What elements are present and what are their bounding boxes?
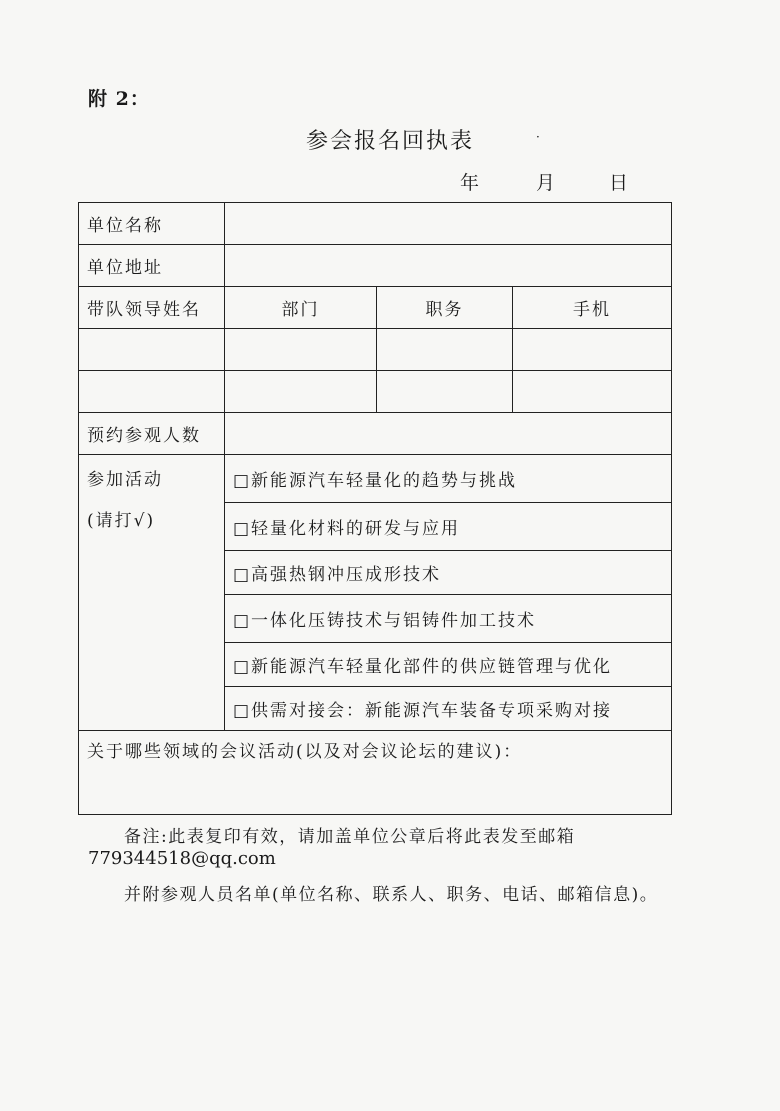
department-field[interactable] <box>225 371 377 413</box>
row-org-address <box>79 245 672 287</box>
registration-form-table <box>78 202 672 815</box>
activity-option[interactable]: □轻量化材料的研发与应用 <box>225 503 672 551</box>
phone-field[interactable] <box>513 371 672 413</box>
attachment-label: 附 2： <box>88 88 150 110</box>
position-field[interactable] <box>377 329 513 371</box>
leader-name-field[interactable] <box>79 329 225 371</box>
stray-dot: · <box>536 130 540 144</box>
activity-option[interactable]: □高强热钢冲压成形技术 <box>225 551 672 595</box>
row-leader-header <box>79 287 672 329</box>
row-activity-1 <box>79 455 672 503</box>
leader-name-field[interactable] <box>79 371 225 413</box>
phone-field[interactable] <box>513 329 672 371</box>
suggestions-label: 关于哪些领域的会议活动(以及对会议论坛的建议)： <box>87 742 523 762</box>
position-field[interactable] <box>377 371 513 413</box>
activities-label: 参加活动 <box>87 470 163 490</box>
activity-option[interactable]: □供需对接会：新能源汽车装备专项采购对接 <box>225 687 672 731</box>
date-year-label: 年 <box>460 172 480 194</box>
col-phone-header: 手机 <box>513 287 672 329</box>
row-leader-entry-2 <box>79 371 672 413</box>
activities-hint: (请打√) <box>87 511 156 531</box>
org-name-label: 单位名称 <box>79 203 225 245</box>
department-field[interactable] <box>225 329 377 371</box>
remarks-line-3: 并附参观人员名单(单位名称、联系人、职务、电话、邮箱信息)。 <box>124 885 659 905</box>
form-title: 参会报名回执表 <box>305 129 474 154</box>
org-address-label: 单位地址 <box>79 245 225 287</box>
org-address-field[interactable] <box>225 245 672 287</box>
activity-option[interactable]: □一体化压铸技术与铝铸件加工技术 <box>225 595 672 643</box>
activities-label-cell <box>79 455 225 731</box>
row-visitors <box>79 413 672 455</box>
date-day-label: 日 <box>609 172 629 194</box>
col-department-header: 部门 <box>225 287 377 329</box>
activity-option[interactable]: □新能源汽车轻量化的趋势与挑战 <box>225 455 672 503</box>
activity-option[interactable]: □新能源汽车轻量化部件的供应链管理与优化 <box>225 643 672 687</box>
suggestions-cell[interactable] <box>79 731 672 815</box>
row-org-name <box>79 203 672 245</box>
row-suggestions <box>79 731 672 815</box>
remarks-line-1: 备注:此表复印有效，请加盖单位公章后将此表发至邮箱 <box>124 827 576 847</box>
remarks-email: 779344518@qq.com <box>88 848 276 869</box>
visitors-label: 预约参观人数 <box>79 413 225 455</box>
row-leader-entry-1 <box>79 329 672 371</box>
date-month-label: 月 <box>536 172 556 194</box>
visitors-field[interactable] <box>225 413 672 455</box>
org-name-field[interactable] <box>225 203 672 245</box>
col-position-header: 职务 <box>377 287 513 329</box>
leader-name-label: 带队领导姓名 <box>79 287 225 329</box>
